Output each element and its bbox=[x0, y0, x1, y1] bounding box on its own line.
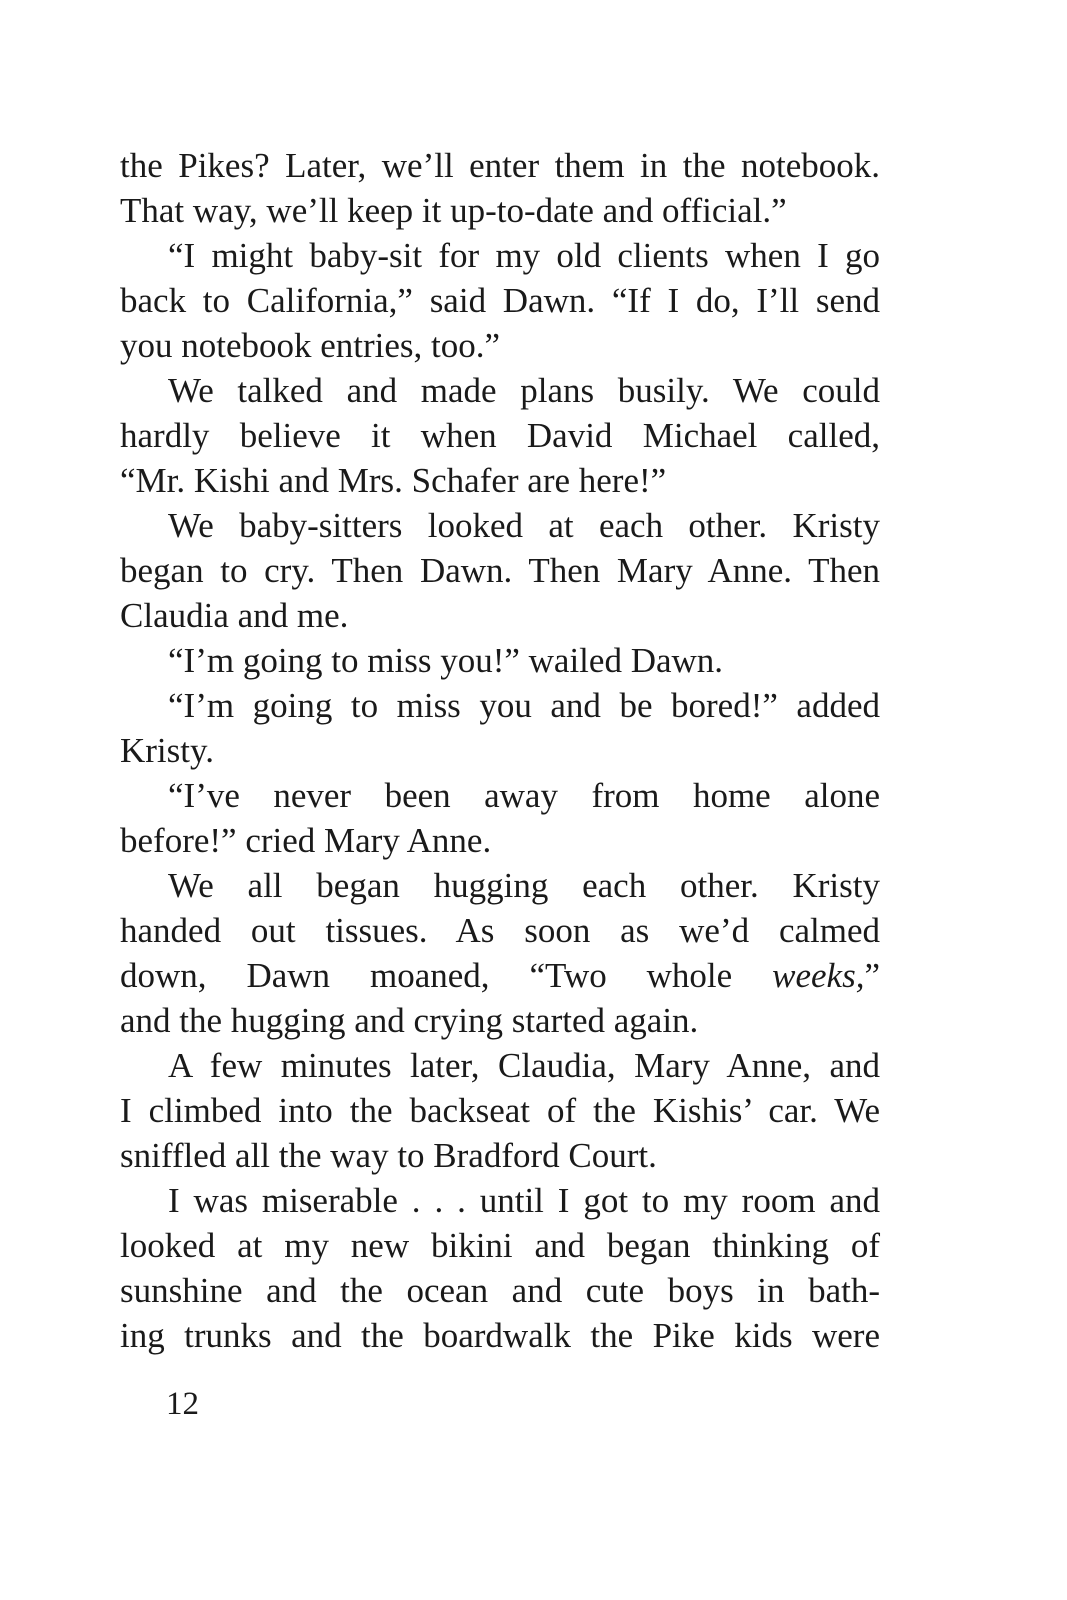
text-line: sunshine and the ocean and cute boys in bath- bbox=[120, 1271, 880, 1310]
text-line: and the hugging and crying started again. bbox=[120, 1001, 699, 1040]
text-line: I was miserable . . . until I got to my room and bbox=[168, 1181, 880, 1220]
text-line: “Mr. Kishi and Mrs. Schafer are here!” bbox=[120, 461, 667, 500]
text-run: down, Dawn moaned, “Two whole bbox=[120, 956, 773, 995]
text-line: you notebook entries, too.” bbox=[120, 326, 501, 365]
text-line: “I’m going to miss you!” wailed Dawn. bbox=[168, 641, 724, 680]
text-line: We baby-sitters looked at each other. Kristy bbox=[168, 506, 880, 545]
text-line: hardly believe it when David Michael called, bbox=[120, 416, 880, 455]
page-number: 12 bbox=[166, 1386, 199, 1422]
text-line: before!” cried Mary Anne. bbox=[120, 821, 492, 860]
text-line: That way, we’ll keep it up-to-date and official.” bbox=[120, 191, 787, 230]
text-line: ing trunks and the boardwalk the Pike kids were bbox=[120, 1316, 880, 1355]
text-line bbox=[120, 953, 880, 998]
text-line: “I might baby-sit for my old clients when I go bbox=[168, 236, 880, 275]
text-line: looked at my new bikini and began thinking of bbox=[120, 1226, 880, 1265]
text-line: began to cry. Then Dawn. Then Mary Anne. Then bbox=[120, 551, 880, 590]
text-line: A few minutes later, Claudia, Mary Anne, and bbox=[168, 1046, 880, 1085]
text-line: We all began hugging each other. Kristy bbox=[168, 866, 880, 905]
text-line: We talked and made plans busily. We could bbox=[168, 371, 880, 410]
text-line: “I’ve never been away from home alone bbox=[168, 776, 880, 815]
text-line: Claudia and me. bbox=[120, 596, 349, 635]
italic-text-run: weeks, bbox=[772, 956, 865, 995]
text-line: Kristy. bbox=[120, 731, 214, 770]
body-text bbox=[120, 143, 880, 1358]
text-run: ” bbox=[864, 956, 880, 995]
text-line: “I’m going to miss you and be bored!” added bbox=[168, 686, 880, 725]
text-line: back to California,” said Dawn. “If I do, I’ll send bbox=[120, 281, 880, 320]
text-line: sniffled all the way to Bradford Court. bbox=[120, 1136, 657, 1175]
text-line: handed out tissues. As soon as we’d calmed bbox=[120, 911, 880, 950]
text-line: I climbed into the backseat of the Kishis’ car. We bbox=[120, 1091, 880, 1130]
text-line: the Pikes? Later, we’ll enter them in the notebook. bbox=[120, 146, 880, 185]
